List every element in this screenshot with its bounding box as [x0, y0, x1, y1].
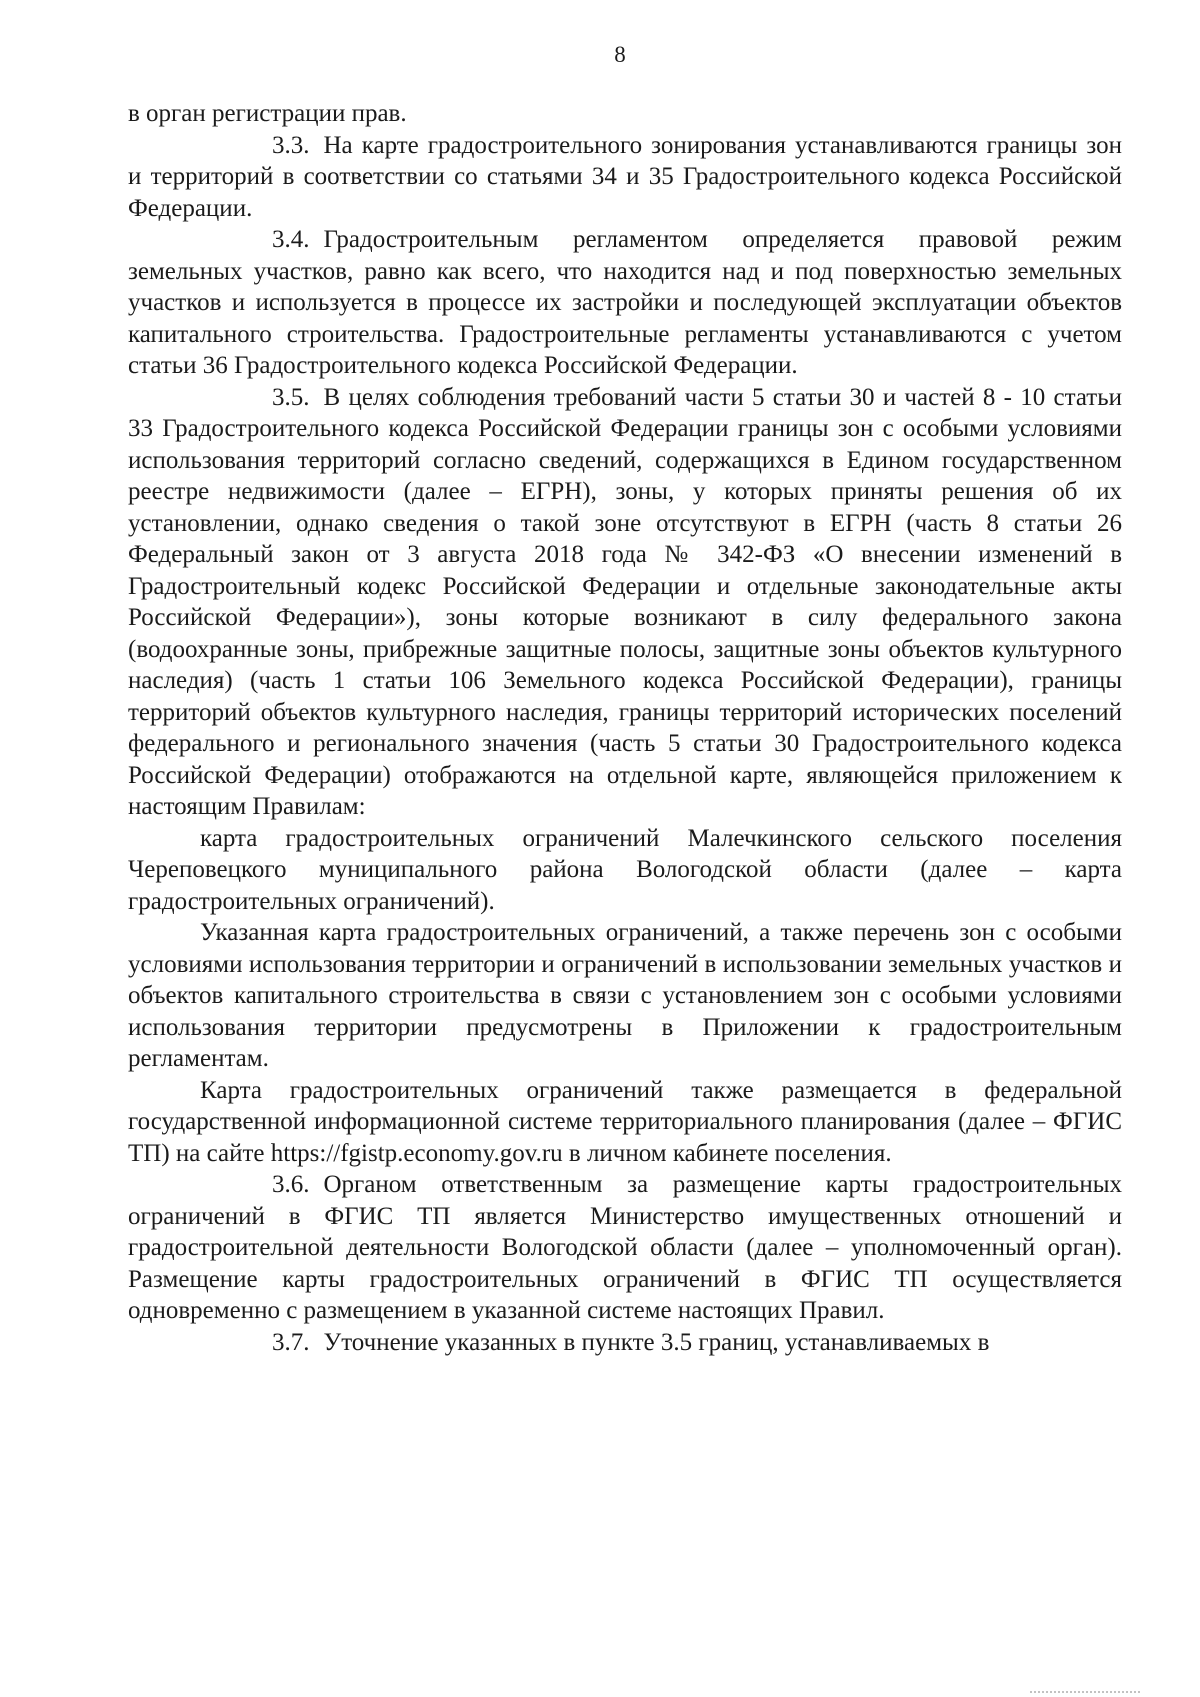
paragraph-text: карта градостроительных ограничений Малечкинского сельского поселения Череповецкого муниципального района Вологодской области (далее – карта градостроительных ограничений). [128, 824, 1122, 915]
paragraph [128, 1075, 1122, 1170]
paragraph [128, 382, 1122, 823]
paragraph-text: в орган регистрации прав. [128, 100, 407, 127]
paragraph-text: Указанная карта градостроительных ограничений, а также перечень зон с особыми условиями использования территории и ограничений в использовании земельных участков и объектов капитального строительства в связи с установлением зон с особыми условиями использования территории предусмотрены в Приложении к градостроительным регламентам. [128, 919, 1122, 1072]
paragraph [128, 98, 1122, 130]
scan-artifact [1030, 1681, 1140, 1693]
paragraph [128, 823, 1122, 918]
document-body [128, 98, 1122, 1358]
paragraph-text: На карте градостроительного зонирования устанавливаются границы зон и территорий в соответствии со статьями 34 и 35 Градостроительного кодекса Российской Федерации. [128, 131, 1122, 222]
page-number: 8 [614, 42, 626, 67]
paragraph-text: Градостроительным регламентом определяется правовой режим земельных участков, равно как всего, что находится над и под поверхностью земельных участков и используется в процессе их застройки и последующей эксплуатации объектов капитального строительства. Градостроительные регламенты устанавливаются с учетом статьи 36 Градостроительного кодекса Российской Федерации. [128, 226, 1122, 379]
paragraph-number: 3.5. [272, 383, 310, 411]
paragraph-text: Органом ответственным за размещение карты градостроительных ограничений в ФГИС ТП является Министерство имущественных отношений и градостроительной деятельности Вологодской области (далее – уполномоченный орган). Размещение карты градостроительных ограничений в ФГИС ТП осуществляется одновременно с размещением в указанной системе настоящих Правил. [128, 1171, 1122, 1324]
paragraph-text: Уточнение указанных в пункте 3.5 границ, устанавливаемых в [323, 1328, 990, 1356]
paragraph [128, 917, 1122, 1075]
paragraph-number: 3.7. [272, 1328, 310, 1356]
paragraph-text: Карта градостроительных ограничений также размещается в федеральной государственной информационной системе территориального планирования (далее – ФГИС ТП) на сайте https://fgistp.economy.gov.ru в личном кабинете поселения. [128, 1076, 1122, 1167]
paragraph [128, 224, 1122, 382]
paragraph [128, 130, 1122, 225]
paragraph [128, 1169, 1122, 1327]
paragraph-number: 3.3. [272, 131, 310, 159]
paragraph-number: 3.6. [272, 1171, 310, 1198]
paragraph-number: 3.4. [272, 226, 310, 253]
paragraph [128, 1327, 1122, 1359]
paragraph-text: В целях соблюдения требований части 5 статьи 30 и частей 8 - 10 статьи 33 Градостроительного кодекса Российской Федерации границы зон с особыми условиями использования территорий согласно сведений, содержащихся в Едином государственном реестре недвижимости (далее – ЕГРН), зоны, у которых приняты решения об их установлении, однако сведения о такой зоне отсутствуют в ЕГРН (часть 8 статьи 26 Федеральный закон от 3 августа 2018 года № 342-ФЗ «О внесении изменений в Градостроительный кодекс Российской Федерации и отдельные законодательные акты Российской Федерации»), зоны которые возникают в силу федерального закона (водоохранные зоны, прибрежные защитные полосы, защитные зоны объектов культурного наследия) (часть 1 статьи 106 Земельного кодекса Российской Федерации), границы территорий объектов культурного наследия, границы территорий исторических поселений федерального и регионального значения (часть 5 статьи 30 Градостроительного кодекса Российской Федерации) отображаются на отдельной карте, являющейся приложением к настоящим Правилам: [128, 383, 1122, 820]
